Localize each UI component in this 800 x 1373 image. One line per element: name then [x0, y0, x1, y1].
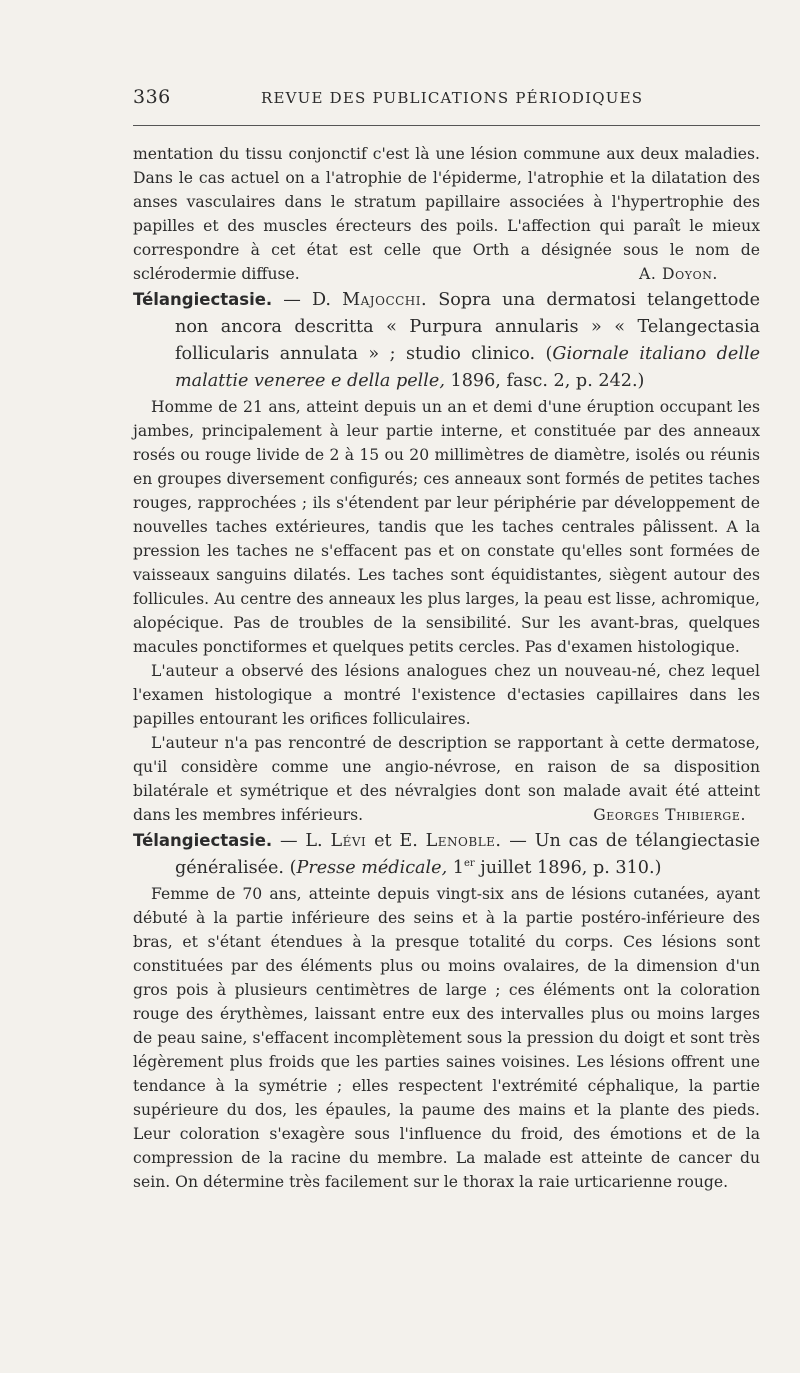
article2-and: et E. [366, 831, 426, 851]
page-header [133, 86, 760, 112]
article1-paragraph-3 [133, 731, 760, 827]
article1-title: Sopra una dermatosi telangettode non ancora descritta « Purpura annularis » « Telangectasia follicularis annulata » ; studio clinico. ( [175, 290, 760, 364]
article1-paragraph-2: L'auteur a observé des lésions analogues chez un nouveau-né, chez lequel l'examen histologique a montré l'existence d'ectasies capillaires dans les papilles entourant les orifices folliculaires. [133, 662, 760, 728]
article2-heading [133, 827, 760, 882]
intro-paragraph [133, 142, 760, 286]
article2-author1: Lévi [330, 831, 367, 851]
running-head: REVUE DES PUBLICATIONS PÉRIODIQUES [261, 89, 644, 107]
header-rule [133, 125, 760, 126]
article2-journal: Presse médicale, [296, 858, 448, 878]
article2-paragraph: Femme de 70 ans, atteinte depuis vingt-six ans de lésions cutanées, ayant débuté à la partie inférieure des seins et à la partie postéro-inférieure des bras, et s'étant étendues à la presque totalité du corps. Ces lésions sont constituées par des éléments plus ou moins ovalaires, de la dimension d'un gros pois à plusieurs centimètres de large ; ces éléments ont la coloration rouge des érythèmes, laissant entre eux des intervalles plus ou moins larges de peau saine, s'effacent incomplètement sous la pression du doigt et sont très légèrement plus froids que les parties saines voisines. Les lésions offrent une tendance à la symétrie ; elles respectent l'extrémité céphalique, la partie supérieure du dos, les épaules, la paume des mains et la plante des pieds. Leur coloration s'exagère sous l'influence du froid, des émotions et de la compression de la racine du membre. La malade est atteinte de cancer du sein. On détermine très facilement sur le thorax la raie urticarienne rouge. [133, 885, 760, 1191]
page-body [133, 142, 760, 1194]
article1-citation: 1896, fasc. 2, p. 242.) [444, 371, 645, 391]
article1-author: Majocchi. [342, 290, 428, 310]
article2-title: — Un cas de télangiectasie généralisée. ( [175, 831, 760, 878]
article2-date-sup: er [463, 858, 475, 870]
page-number: 336 [133, 86, 171, 108]
article2-author2: Lenoble. [425, 831, 502, 851]
article1-paragraph-3-text: L'auteur n'a pas rencontré de description se rapportant à cette dermatose, qu'il considère comme une angio-névrose, en raison de sa disposition bilatérale et symétrique et des névralgies dont son malade avait été atteint dans les membres inférieurs. [133, 734, 760, 824]
article1-dash: — D. [272, 290, 343, 310]
article1-heading [133, 286, 760, 395]
article1-heading-bold: Télangiectasie. [133, 290, 273, 309]
article2-dash: — L. [272, 831, 331, 851]
article1-journal: Giornale italiano delle malattie veneree e della pelle, [175, 344, 760, 391]
article2-date-pre: 1 [447, 858, 464, 878]
intro-text: mentation du tissu conjonctif c'est là une lésion commune aux deux maladies. Dans le cas actuel on a l'atrophie de l'épiderme, l'atrophie et la dilatation des anses vasculaires dans le stratum papillaire associées à l'hypertrophie des papilles et des muscles érecteurs des poils. L'affection qui paraît le mieux correspondre à cet état est celle que Orth a désignée sous le nom de sclérodermie diffuse. [133, 145, 760, 283]
intro-signature: A. Doyon. [639, 265, 718, 283]
article2-heading-bold: Télangiectasie. [133, 831, 273, 850]
article1-paragraph-1: Homme de 21 ans, atteint depuis un an et demi d'une éruption occupant les jambes, principalement à leur partie interne, et constituée par des anneaux rosés ou rouge livide de 2 à 15 ou 20 millimètres de diamètre, isolés ou réunis en groupes diversement configurés; ces anneaux sont formés de petites taches rouges, rapprochées ; ils s'étendent par leur périphérie par développement de nouvelles taches extérieures, tandis que les taches centrales pâlissent. A la pression les taches ne s'effacent pas et on constate qu'elles sont formées de vaisseaux sanguins dilatés. Les taches sont équidistantes, siègent autour des follicules. Au centre des anneaux les plus larges, la peau est lisse, achromique, alopécique. Pas de troubles de la sensibilité. Sur les avant-bras, quelques macules ponctiformes et quelques petits cercles. Pas d'examen histologique. [133, 398, 760, 656]
article2-date-post: juillet 1896, p. 310.) [474, 858, 662, 878]
article1-signature: Georges Thibierge. [593, 806, 746, 824]
